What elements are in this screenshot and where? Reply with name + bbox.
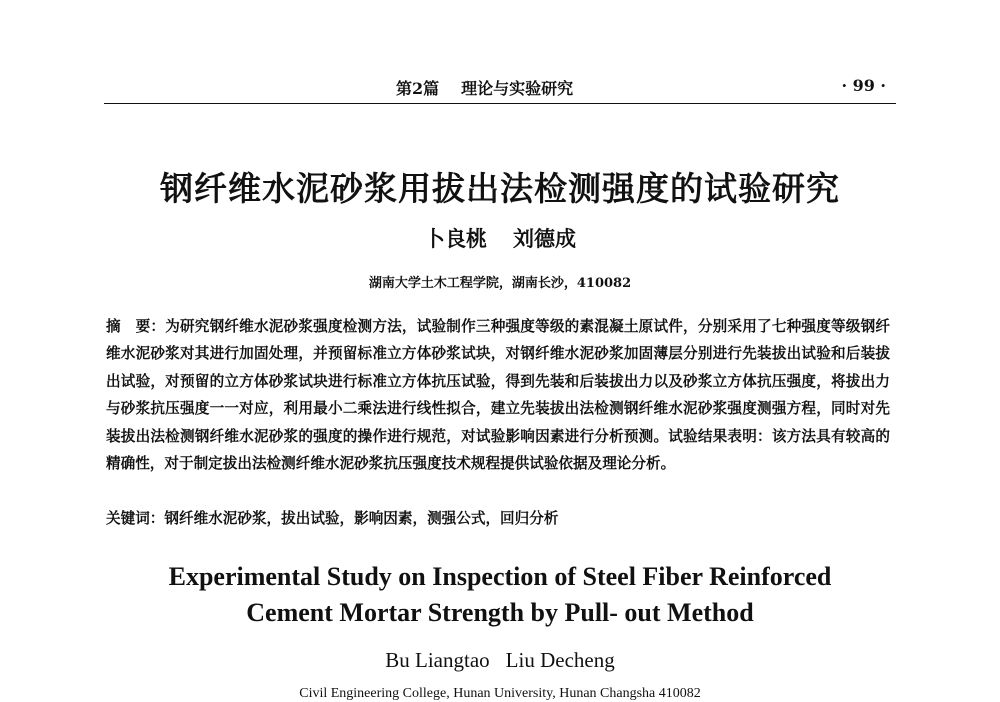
abstract-cn <box>106 313 890 477</box>
paper-title-en <box>0 559 1000 631</box>
author-cn-1: 卜良桃 <box>424 226 487 251</box>
authors-cn <box>0 223 1000 253</box>
affiliation-cn: 湖南大学土木工程学院，湖南长沙，410082 <box>368 276 632 291</box>
running-header <box>104 76 896 102</box>
page-number: · 99 · <box>841 76 886 95</box>
title-en-line-2: Cement Mortar Strength by Pull- out Method <box>246 598 754 627</box>
header-title <box>396 76 573 99</box>
keywords-cn <box>106 505 890 532</box>
abstract-text: 为研究钢纤维水泥砂浆强度检测方法，试验制作三种强度等级的素混凝土原试件，分别采用了七种强度等级钢纤维水泥砂浆对其进行加固处理，并预留标准立方体砂浆试块，对钢纤维水泥砂浆加固薄层分别进行先装拔出试验和后装拔出试验，对预留的立方体砂浆试块进行标准立方体抗压试验，得到先装和后装拔出力以及砂浆立方体抗压强度，将拔出力与砂浆抗压强度一一对应，利用最小二乘法进行线性拟合，建立先装拔出法检测钢纤维水泥砂浆强度测强方程，同时对先装拔出法检测钢纤维水泥砂浆的强度的操作进行规范，对试验影响因素进行分析预测。试验结果表明：该方法具有较高的精确性，对于制定拔出法检测纤维水泥砂浆抗压强度技术规程提供试验依据及理论分析。 <box>106 318 890 473</box>
title-en-line-1: Experimental Study on Inspection of Steel Fiber Reinforced <box>168 562 832 591</box>
header-section: 理论与实验研究 <box>461 79 574 98</box>
header-rule <box>104 103 896 104</box>
author-en-2: Liu Decheng <box>505 648 615 672</box>
header-part: 第2篇 <box>396 79 440 98</box>
paper-title-cn: 钢纤维水泥砂浆用拔出法检测强度的试验研究 <box>160 169 840 208</box>
author-cn-2: 刘德成 <box>513 226 576 251</box>
affiliation-en: Civil Engineering College, Hunan University, Hunan Changsha 410082 <box>299 686 701 701</box>
keywords-label: 关键词： <box>106 510 165 527</box>
authors-en <box>0 648 1000 673</box>
abstract-label: 摘 要： <box>106 318 166 335</box>
author-en-1: Bu Liangtao <box>385 648 490 672</box>
keywords-text: 钢纤维水泥砂浆，拔出试验，影响因素，测强公式，回归分析 <box>164 510 559 527</box>
